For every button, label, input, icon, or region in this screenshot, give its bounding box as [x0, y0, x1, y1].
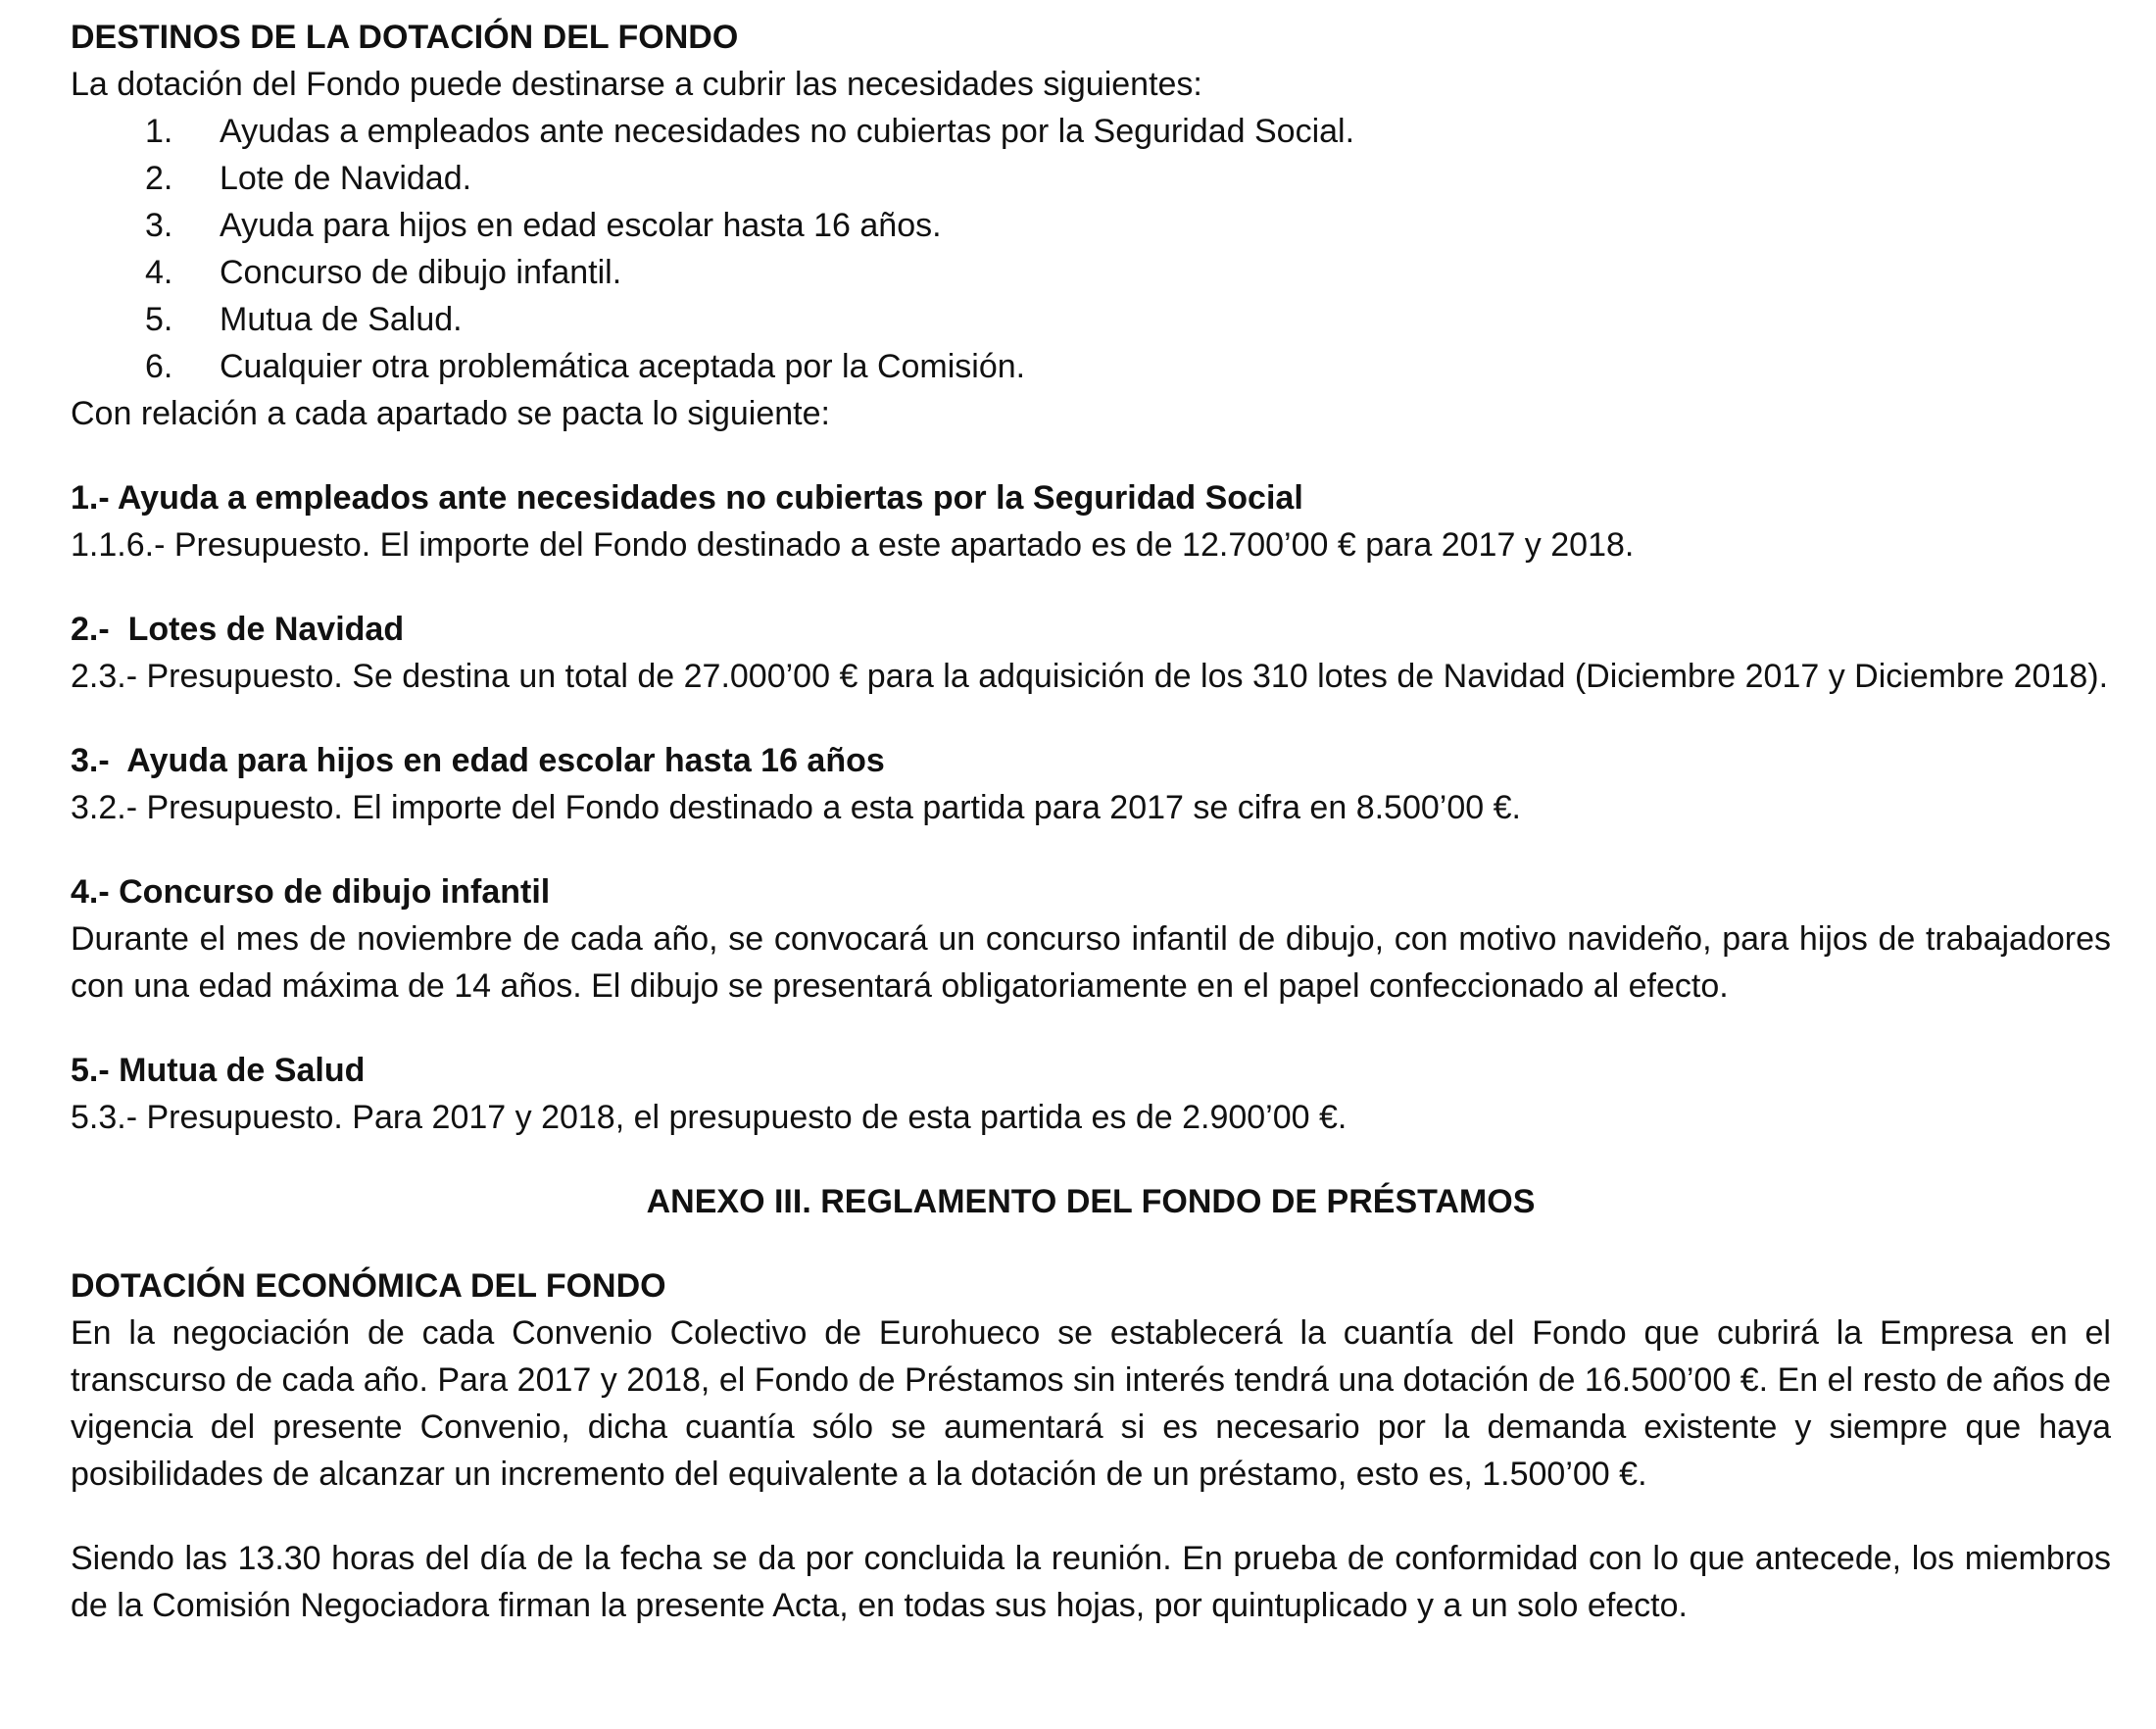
spacer — [71, 1141, 2111, 1178]
list-item — [71, 202, 2111, 249]
list-item-number: 2. — [145, 160, 173, 197]
destinos-outro: Con relación a cada apartado se pacta lo siguiente: — [71, 395, 830, 432]
list-item-text: Ayuda para hijos en edad escolar hasta 16 años. — [220, 207, 942, 244]
closing-text: Siendo las 13.30 horas del día de la fecha se da por concluida la reunión. En prueba de conformidad con lo que antecede, los miembros de la Comisión Negociadora firman la presente Acta, en todas sus hojas, por quintuplicado y a un solo efecto. — [71, 1540, 2111, 1624]
section-4-body: Durante el mes de noviembre de cada año, se convocará un concurso infantil de dibujo, con motivo navideño, para hijos de trabajadores con una edad máxima de 14 años. El dibujo se presentará obligatoriamente en el papel confeccionado al efecto. — [71, 920, 2111, 1005]
list-item-number: 5. — [145, 301, 173, 338]
list-item-text: Ayudas a empleados ante necesidades no cubiertas por la Seguridad Social. — [220, 113, 1355, 150]
list-item — [71, 108, 2111, 155]
list-item — [71, 296, 2111, 343]
list-item-text: Cualquier otra problemática aceptada por la Comisión. — [220, 348, 1026, 385]
section-1-body: 1.1.6.- Presupuesto. El importe del Fondo destinado a este apartado es de 12.700’00 € para 2017 y 2018. — [71, 526, 1635, 564]
spacer — [71, 1498, 2111, 1535]
list-item-number: 1. — [145, 113, 173, 150]
spacer — [71, 831, 2111, 868]
list-item-text: Mutua de Salud. — [220, 301, 463, 338]
list-item-number: 3. — [145, 207, 173, 244]
section-2-body: 2.3.- Presupuesto. Se destina un total de 27.000’00 € para la adquisición de los 310 lotes de Navidad (Diciembre 2017 y Diciembre 2018). — [71, 658, 2109, 695]
section-5-body: 5.3.- Presupuesto. Para 2017 y 2018, el presupuesto de esta partida es de 2.900’00 €. — [71, 1099, 1348, 1136]
section-1-title: 1.- Ayuda a empleados ante necesidades no cubiertas por la Seguridad Social — [71, 479, 1303, 517]
anexo-title: ANEXO III. REGLAMENTO DEL FONDO DE PRÉSTAMOS — [646, 1183, 1536, 1220]
spacer — [71, 700, 2111, 737]
section-3-title: 3.- Ayuda para hijos en edad escolar hasta 16 años — [71, 742, 885, 779]
dotacion-body: En la negociación de cada Convenio Colectivo de Eurohueco se establecerá la cuantía del Fondo que cubrirá la Empresa en el transcurso de cada año. Para 2017 y 2018, el Fondo de Préstamos sin interés tendrá una dotación de 16.500’00 €. En el resto de años de vigencia del presente Convenio, dicha cuantía sólo se aumentará si es necesario por la demanda existente y siempre que haya posibilidades de alcanzar un incremento del equivalente a la dotación de un préstamo, esto es, 1.500’00 €. — [71, 1314, 2111, 1493]
spacer — [71, 1010, 2111, 1047]
destinos-intro: La dotación del Fondo puede destinarse a cubrir las necesidades siguientes: — [71, 66, 1202, 103]
section-4-title: 4.- Concurso de dibujo infantil — [71, 873, 551, 911]
needs-list — [71, 108, 2111, 390]
section-3-body: 3.2.- Presupuesto. El importe del Fondo destinado a esta partida para 2017 se cifra en 8.500’00 €. — [71, 789, 1521, 826]
document-page — [71, 14, 2111, 1629]
section-2-title: 2.- Lotes de Navidad — [71, 611, 405, 648]
list-item-text: Lote de Navidad. — [220, 160, 472, 197]
list-item — [71, 155, 2111, 202]
dotacion-title: DOTACIÓN ECONÓMICA DEL FONDO — [71, 1267, 666, 1305]
list-item — [71, 343, 2111, 390]
list-item-text: Concurso de dibujo infantil. — [220, 254, 622, 291]
list-item-number: 4. — [145, 254, 173, 291]
section-5-title: 5.- Mutua de Salud — [71, 1052, 366, 1089]
destinos-title: DESTINOS DE LA DOTACIÓN DEL FONDO — [71, 19, 739, 56]
list-item-number: 6. — [145, 348, 173, 385]
spacer — [71, 1225, 2111, 1262]
spacer — [71, 437, 2111, 474]
list-item — [71, 249, 2111, 296]
spacer — [71, 568, 2111, 606]
